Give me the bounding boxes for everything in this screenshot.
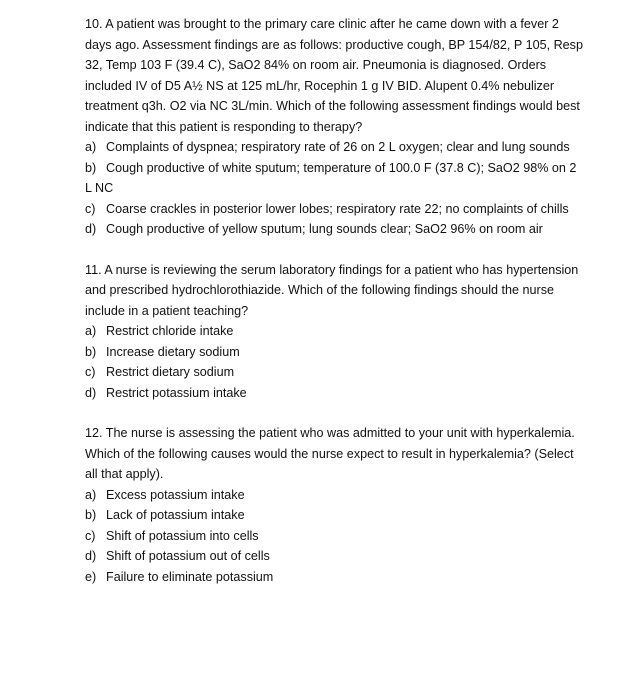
option-text: Restrict dietary sodium — [106, 365, 235, 379]
option-text: Increase dietary sodium — [106, 344, 240, 359]
answer-option — [85, 199, 585, 220]
option-letter: e) — [85, 569, 97, 584]
option-letter: c) — [85, 365, 96, 379]
option-letter: b) — [85, 160, 97, 175]
option-text: Cough productive of yellow sputum; lung sounds clear; SaO2 96% on room air — [106, 222, 543, 236]
answer-option — [85, 567, 585, 588]
question-12 — [85, 423, 585, 587]
option-text: Excess potassium intake — [106, 487, 245, 502]
answer-option — [85, 526, 585, 547]
option-text: Cough productive of white sputum; temperature of 100.0 F (37.8 C); SaO2 98% on 2 L NC — [85, 160, 577, 195]
option-letter: b) — [85, 508, 97, 522]
question-10 — [85, 14, 585, 240]
option-text: Complaints of dyspnea; respiratory rate of 26 on 2 L oxygen; clear and lung sounds — [106, 140, 570, 154]
option-text: Failure to eliminate potassium — [106, 569, 274, 584]
answer-option — [85, 219, 585, 240]
answer-options — [85, 137, 585, 240]
answer-option — [85, 158, 585, 199]
option-letter: a) — [85, 140, 97, 154]
answer-option — [85, 546, 585, 567]
question-11 — [85, 260, 585, 404]
option-letter: d) — [85, 549, 97, 563]
answer-option — [85, 505, 585, 526]
question-stem: 10. A patient was brought to the primary care clinic after he came down with a fever 2 days ago. Assessment findings are as follows: productive cough, BP 154/82, P 105, Resp 32, Temp 103 F (39.4 C), SaO2 84% on room air. Pneumonia is diagnosed. Orders included IV of D5 A½ NS at 125 mL/hr, Rocephin 1 g IV BID. Alupent 0.4% nebulizer treatment q3h. O2 via NC 3L/min. Which of the following assessment findings would best indicate that this patient is responding to therapy? — [85, 17, 583, 134]
answer-option — [85, 485, 585, 506]
question-stem: 12. The nurse is assessing the patient who was admitted to your unit with hyperkalemia. Which of the following causes would the nurse expect to result in hyperkalemia? (Select all that apply). — [85, 426, 575, 481]
option-text: Restrict chloride intake — [106, 324, 234, 338]
question-list — [85, 14, 585, 587]
option-letter: d) — [85, 385, 97, 400]
option-letter: c) — [85, 201, 96, 216]
option-text: Shift of potassium out of cells — [106, 549, 270, 563]
option-text: Shift of potassium into cells — [106, 528, 259, 543]
option-letter: b) — [85, 344, 97, 359]
option-letter: c) — [85, 528, 96, 543]
answer-option — [85, 362, 585, 383]
answer-option — [85, 321, 585, 342]
option-text: Lack of potassium intake — [106, 508, 245, 522]
question-stem: 11. A nurse is reviewing the serum laboratory findings for a patient who has hypertension and prescribed hydrochlorothiazide. Which of the following findings should the nurse include in a patient teaching? — [85, 262, 579, 318]
answer-option — [85, 383, 585, 404]
answer-options — [85, 485, 585, 588]
option-text: Restrict potassium intake — [106, 385, 247, 400]
answer-options — [85, 321, 585, 403]
answer-option — [85, 137, 585, 158]
answer-option — [85, 342, 585, 363]
option-letter: a) — [85, 324, 97, 338]
option-letter: d) — [85, 222, 97, 236]
option-letter: a) — [85, 487, 97, 502]
option-text: Coarse crackles in posterior lower lobes; respiratory rate 22; no complaints of chills — [106, 201, 569, 216]
